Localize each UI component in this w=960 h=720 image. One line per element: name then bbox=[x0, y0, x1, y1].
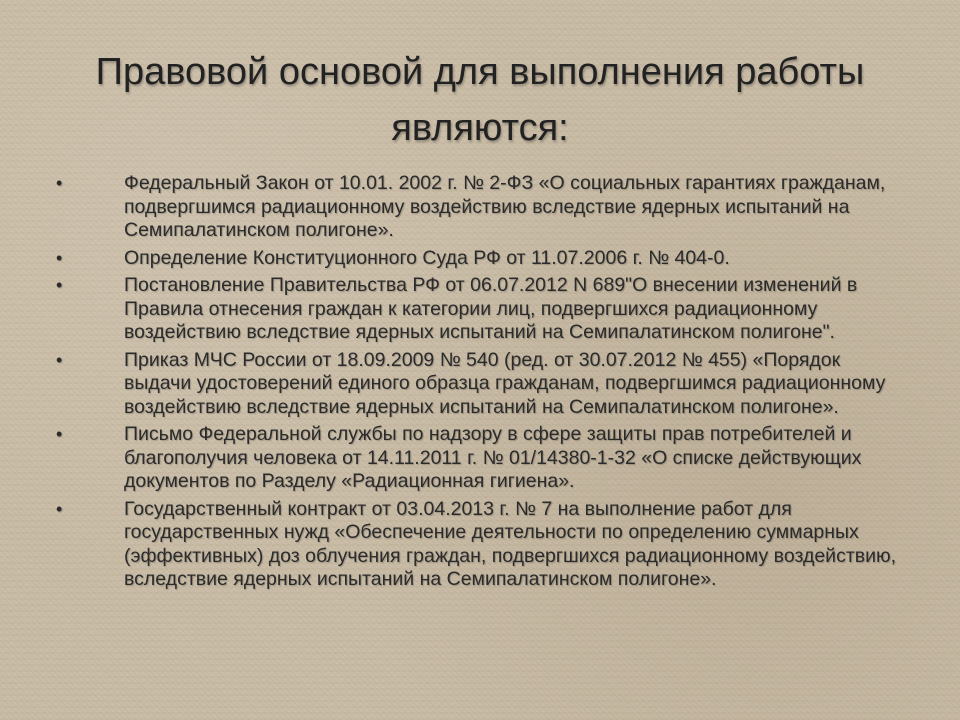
bullet-icon: • bbox=[56, 498, 63, 519]
list-item-text: Письмо Федеральной службы по надзору в сфере защиты прав потребителей и благополучия человека от 14.11.2011 г. № 01/14380-1-32 «О списке действующих документов по Разделу «Радиационная гигиена». bbox=[124, 423, 862, 492]
list-item-constitutional-court bbox=[54, 247, 904, 271]
list-item-text: Приказ МЧС России от 18.09.2009 № 540 (ред. от 30.07.2012 № 455) «Порядок выдачи удостоверений единого образца гражданам, подвергшимся радиационному воздействию вследствие ядерных испытаний на Семипалатинском полигоне». bbox=[124, 348, 886, 418]
bullet-icon: • bbox=[56, 275, 63, 295]
slide-title: Правовой основой для выполнения работы являются: bbox=[95, 51, 865, 149]
bullet-icon: • bbox=[56, 173, 63, 193]
list-item-state-contract bbox=[54, 498, 904, 592]
legal-basis-list bbox=[54, 172, 904, 596]
list-item-text: Федеральный Закон от 10.01. 2002 г. № 2-ФЗ «О социальных гарантиях гражданам, подвергшимся радиационному воздействию вследствие ядерных испытаний на Семипалатинском полигоне». bbox=[124, 172, 886, 241]
list-item-government-resolution bbox=[54, 274, 904, 345]
bullet-icon: • bbox=[56, 349, 63, 370]
list-item-text: Определение Конституционного Суда РФ от 11.07.2006 г. № 404-0. bbox=[124, 246, 730, 269]
list-item-federal-law bbox=[54, 172, 904, 243]
bullet-icon: • bbox=[56, 247, 63, 268]
list-item-federal-service-letter bbox=[54, 423, 904, 494]
list-item-emercom-order bbox=[54, 349, 904, 420]
list-item-text: Государственный контракт от 03.04.2013 г. № 7 на выполнение работ для государственных нужд «Обеспечение деятельности по определению суммарных (эффективных) доз облучения граждан, подвергшихся радиационному воздействию, вследствие ядерных испытаний на Семипалатинском полигоне». bbox=[124, 497, 897, 590]
bullet-icon: • bbox=[56, 424, 63, 444]
list-item-text: Постановление Правительства РФ от 06.07.2012 N 689"О внесении изменений в Правила отнесения граждан к категории лиц, подвергшихся радиационному воздействию вследствие ядерных испытаний на Семипалатинском полигоне". bbox=[124, 274, 858, 343]
